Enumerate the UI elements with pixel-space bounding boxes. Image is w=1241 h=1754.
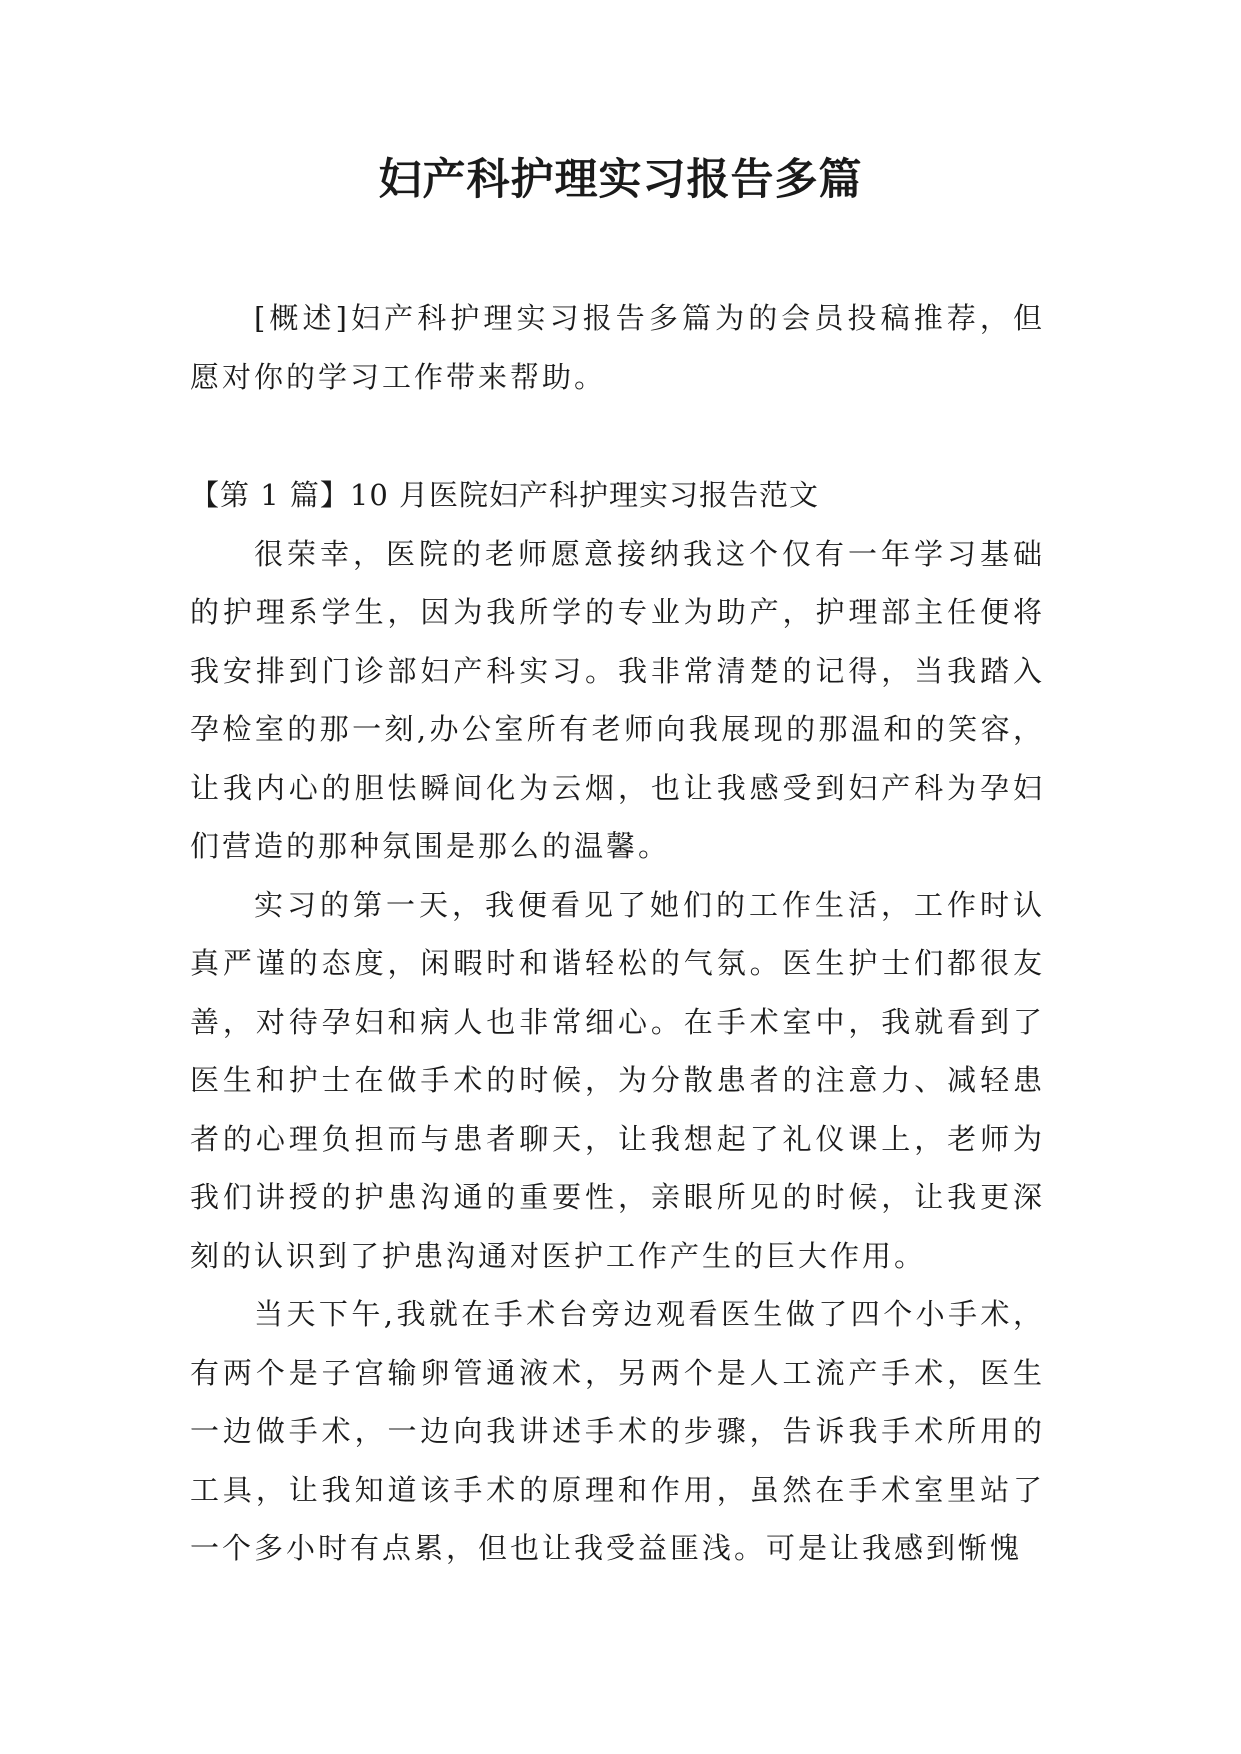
article-heading: 【第 1 篇】10 月医院妇产科护理实习报告范文 (190, 478, 820, 512)
document-title: 妇产科护理实习报告多篇 (378, 155, 863, 205)
summary-paragraph: [概述]妇产科护理实习报告多篇为的会员投稿推荐，但愿对你的学习工作带来帮助。 (190, 301, 1045, 394)
article-paragraph: 很荣幸，医院的老师愿意接纳我这个仅有一年学习基础的护理系学生，因为我所学的专业为助产，护理部主任便将我安排到门诊部妇产科实习。我非常清楚的记得，当我踏入孕检室的那一刻,办公室所有老师向我展现的那温和的笑容，让我内心的胆怯瞬间化为云烟，也让我感受到妇产科为孕妇们营造的那种氛围是那么的温馨。 (190, 536, 1045, 863)
article-section (190, 466, 1045, 1578)
article-paragraph: 实习的第一天，我便看见了她们的工作生活，工作时认真严谨的态度，闲暇时和谐轻松的气氛。医生护士们都很友善，对待孕妇和病人也非常细心。在手术室中，我就看到了医生和护士在做手术的时候，为分散患者的注意力、减轻患者的心理负担而与患者聊天，让我想起了礼仪课上，老师为我们讲授的护患沟通的重要性，亲眼所见的时候，让我更深刻的认识到了护患沟通对医护工作产生的巨大作用。 (190, 887, 1045, 1273)
article-paragraph: 当天下午,我就在手术台旁边观看医生做了四个小手术，有两个是子宫输卵管通液术，另两个是人工流产手术，医生一边做手术，一边向我讲述手术的步骤，告诉我手术所用的工具，让我知道该手术的原理和作用，虽然在手术室里站了一个多小时有点累，但也让我受益匪浅。可是让我感到惭愧 (190, 1297, 1045, 1565)
